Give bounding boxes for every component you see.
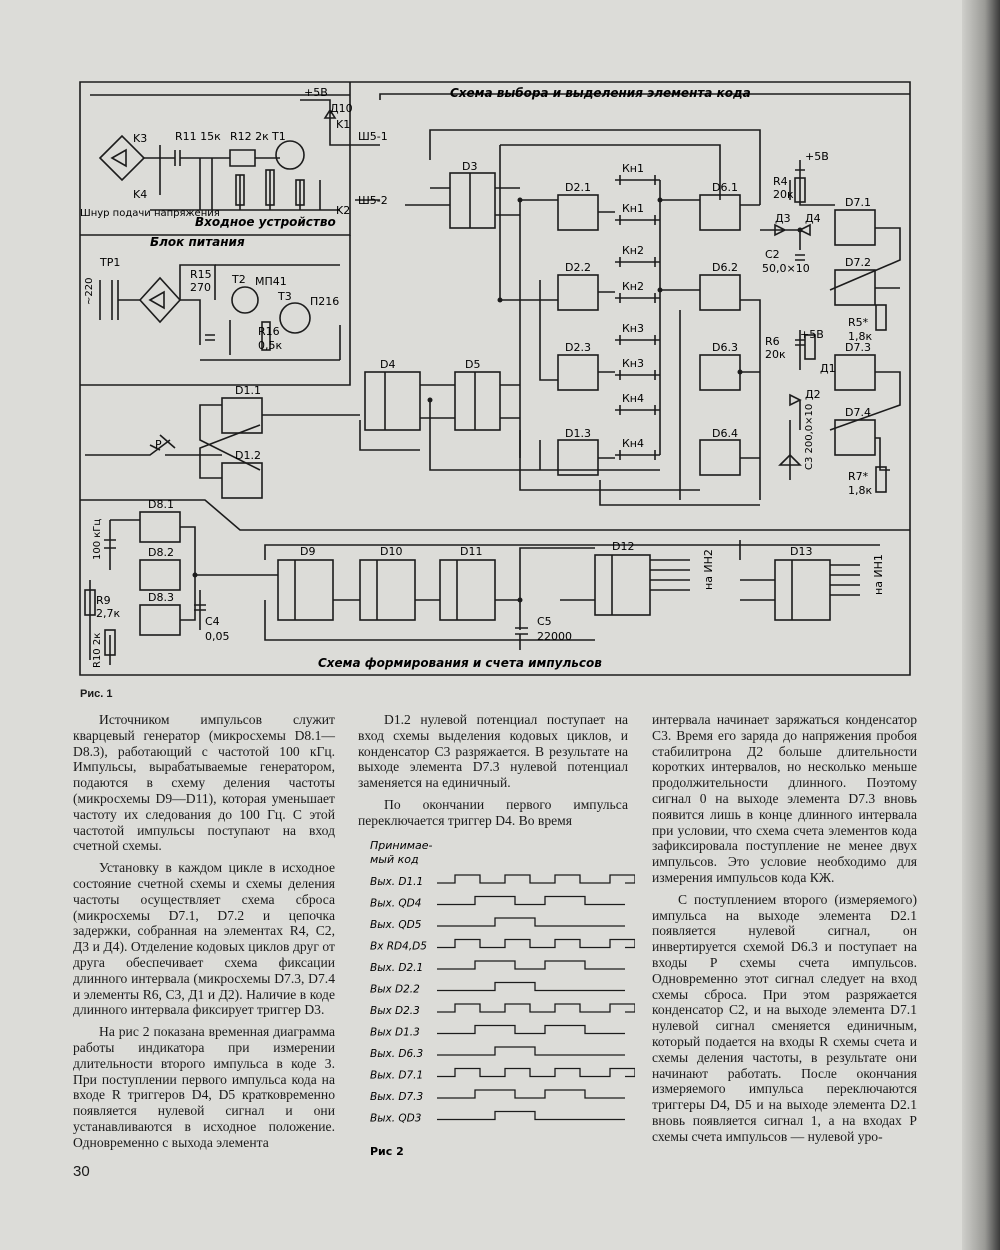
timing-trace [437,983,625,991]
label-d10diode: Д10 [330,102,353,115]
label-d64: D6.4 [712,427,738,440]
col3-para-2: С поступлением второго (измеряемого) импульса на выходе элемента D2.1 появляется нулевой сигнал, он инвертируется схемой D6.3 и поступает на входы P схемы счета импульсов. Одновременно этот сигнал следует на вход схемы сброса. При этом разряжается конденсатор C2, и на выходе элемента D7.1 нулевой сигнал сменяется единичным, который подается на входы R схемы счета и схемы деления частоты, в результате они начинают работать. После окончания измеряемого импульса переключаются триггеры D4, D5 и на выходе элемента D2.1 вновь появляется сигнал 1, а на входах P схемы счета импульсов — нулевой уро- [652,891,917,1144]
label-r6v: 20к [765,348,786,361]
timing-row-label: Вых. QD4 [370,897,422,910]
label-d3: D3 [462,160,478,173]
timing-row-label: Вых. D6.3 [370,1048,424,1060]
label-t2: T2 [232,273,246,286]
timing-row-label: Вых. D7.3 [370,1091,424,1103]
label-t1: T1 [272,130,286,143]
timing-trace [437,918,625,926]
timing-trace [437,961,625,969]
timing-trace [437,1047,625,1055]
label-d73: D7.3 [845,341,871,354]
label-d5: D5 [465,358,481,371]
timing-row-label: Вх RD4,D5 [370,940,427,953]
timing-row-label: Вых D2.3 [370,1005,420,1017]
label-d11: D1.1 [235,384,261,397]
label-r7: R7* [848,470,869,483]
label-p216: П216 [310,295,340,308]
timing-trace [437,1069,635,1077]
label-r15v: 270 [190,281,211,294]
label-d12b: D12 [612,540,635,553]
label-c4v: 0,05 [205,630,230,643]
label-t3: T3 [278,290,292,303]
label-plus5v-a: +5В [304,86,328,99]
label-k2: K2 [336,204,351,217]
label-d9: D9 [300,545,316,558]
timing-trace [437,1026,625,1034]
label-d63: D6.3 [712,341,738,354]
cord-label: Шнур подачи напряжения [80,208,220,219]
col1-para-3: На рис 2 показана временная диаграмма работы индикатора при измерении длительности второго импульса в коде 3. При поступлении первого импульса кода на входе R триггеров D4, D5 кратковременно появляется нулевой сигнал и они устанавливаются в исходное положение. Одновременно с выхода элемента [73,1024,335,1150]
timing-row-label: Вых. QD5 [370,919,422,931]
label-r9v: 2,7к [96,607,121,620]
timing-header-line1: Принимае- [370,839,433,852]
label-kn3: Кн3 [622,322,644,335]
label-d3diode: Д3 [775,212,791,225]
label-kn4b: Кн4 [622,437,644,450]
col1-para-2: Установку в каждом цикле в исходное состояние счетной схемы и схемы деления частоты осуществляет схема сброса (микросхемы D7.1, D7.2 и цепочка задержки, собранная на элементах R4, C2, Д3 и Д4). Отделение кодовых циклов друг от друга обеспечивает схема фиксации длинного интервала (микросхемы D7.3, D7.4 и элементы R6, C3, Д1 и Д2). Наличие в коде длинного интервала фиксирует триггер D3. [73,860,335,1018]
label-r16: R16 [258,325,280,338]
label-p-switch: Р [155,438,162,451]
label-d22: D2.2 [565,261,591,274]
label-r5v: 1,8к [848,330,873,343]
timing-trace [437,1112,625,1120]
select-scheme-title: Схема выбора и выделения элемента кода [450,86,751,100]
label-d72: D7.2 [845,256,871,269]
label-d13: D1.3 [565,427,591,440]
label-c4: C4 [205,615,220,628]
label-r9: R9 [96,594,111,607]
col2-para-1: D1.2 нулевой потенциал поступает на вход схемы выделения кодовых циклов, и конденсатор C3 разряжается. В результате на выходе элемента D7.3 нулевой потенциал заменяется на единичный. [358,712,628,791]
timing-trace [437,875,635,883]
col1-para-1: Источником импульсов служит кварцевый генератор (микросхемы D8.1—D8.3), работающий с частотой 100 кГц. Импульсы, вырабатываемые генератором, подаются в схему деления частоты (микросхемы D9—D11), которая уменьшает частоту их следования до 100 Гц. С этой частотой импульсы поступают на вход счетной схемы. [73,712,335,854]
label-d61: D6.1 [712,181,738,194]
label-d71: D7.1 [845,196,871,209]
label-plus5v-b: +5В [805,150,829,163]
text-column-2 [358,712,628,829]
label-sh52: Ш5-2 [358,194,388,207]
label-d10: D10 [380,545,403,558]
timing-row-label: Вых D2.2 [370,983,420,996]
label-r5: R5* [848,316,869,329]
label-r15: R15 [190,268,212,281]
label-kn2: Кн2 [622,244,644,257]
label-d12: D1.2 [235,449,261,462]
label-tr1: ТР1 [100,256,121,269]
page-number: 30 [73,1163,90,1180]
label-d82: D8.2 [148,546,174,559]
timing-row-label: Вых. D2.1 [370,962,424,974]
label-c3: C3 200,0×10 [804,403,815,470]
timing-row-label: Вых. D7.1 [370,1069,424,1082]
label-plus5v-c: +5В [800,328,824,341]
col3-para-1: интервала начинает заряжаться конденсатор C3. Время его заряда до напряжения пробоя стабилитрона Д2 больше длительности коротких интервалов, но несколько меньше продолжительности длинного. Поэтому сигнал 0 на выходе элемента D7.3 вновь появится лишь в конце длинного интервала при условии, что схема счета элементов кода зафиксировала поступление не менее двух импульсов. Это условие необходимо для измерения импульсов кода КЖ. [652,712,917,885]
label-r11: R11 15к [175,130,221,143]
label-r4: R4 [773,175,788,188]
label-kn1b: Кн1 [622,202,644,215]
timing-trace [437,940,635,948]
timing-row-label: Вых. D1.1 [370,876,424,888]
label-r7v: 1,8к [848,484,873,497]
label-d74: D7.4 [845,406,871,419]
figure2-caption: Рис 2 [370,1145,404,1158]
col2-para-2: По окончании первого импульса переключается триггер D4. Во время [358,796,628,828]
timing-row-label: Вых D1.3 [370,1026,420,1039]
label-r10: R10 2к [92,632,103,668]
label-d62: D6.2 [712,261,738,274]
label-d4: D4 [380,358,396,371]
label-kn2b: Кн2 [622,280,644,293]
label-c5: C5 [537,615,552,628]
label-v220: ~220 [84,277,95,305]
input-device-title: Входное устройство [195,215,336,229]
label-d13b: D13 [790,545,813,558]
power-block-title: Блок питания [150,235,245,249]
label-d23: D2.3 [565,341,591,354]
label-kn1: Кн1 [622,162,644,175]
timing-trace [437,1090,625,1098]
text-column-3 [652,712,917,1145]
label-k4: K4 [133,188,148,201]
label-mp41: МП41 [255,275,287,288]
figure1-caption: Рис. 1 [80,688,113,700]
label-sh51: Ш5-1 [358,130,388,143]
label-d4diode: Д4 [805,212,821,225]
label-d2diode: Д2 [805,388,821,401]
label-c2v: 50,0×10 [762,262,810,275]
timing-trace [437,897,625,905]
label-d83: D8.3 [148,591,174,604]
label-na-in2: на ИН2 [702,549,715,590]
label-c5v: 22000 [537,630,572,643]
timing-header-line2: мый код [370,853,419,866]
label-r16v: 0,5к [258,339,283,352]
timing-row-label: Вых. QD3 [370,1112,422,1125]
label-r6: R6 [765,335,780,348]
label-k3: K3 [133,132,148,145]
count-scheme-title: Схема формирования и счета импульсов [318,656,602,670]
label-d1diode: Д1 [820,362,836,375]
label-d81: D8.1 [148,498,174,511]
label-d21: D2.1 [565,181,591,194]
label-r12: R12 2к [230,130,269,143]
timing-trace [437,1004,635,1012]
label-na-in1: на ИН1 [872,554,885,595]
label-c2: C2 [765,248,780,261]
label-r4v: 20к [773,188,794,201]
text-column-1 [73,712,335,1151]
label-d11b: D11 [460,545,483,558]
timing-diagram [355,835,635,1165]
label-freq: 100 кГц [92,518,103,560]
label-kn4: Кн4 [622,392,644,405]
label-k1: K1 [336,118,351,131]
label-kn3b: Кн3 [622,357,644,370]
